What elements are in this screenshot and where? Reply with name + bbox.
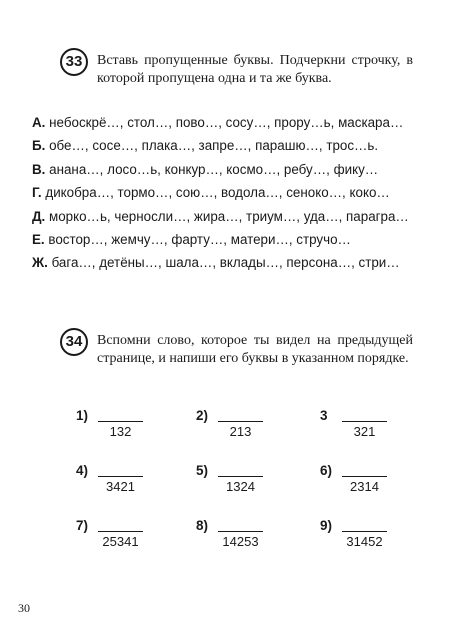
answer-blank[interactable] — [218, 531, 263, 532]
task-33-number: 33 — [60, 48, 88, 76]
answer-blank[interactable] — [98, 476, 143, 477]
answer-cell: 9) 31452 — [320, 518, 420, 558]
page-number: 30 — [18, 601, 30, 615]
answer-blank[interactable] — [342, 531, 387, 532]
row-b: Б. обе…, сосе…, плака…, запре…, парашю…, трос…ь. — [32, 138, 379, 154]
answer-cell: 4) 3421 — [76, 463, 176, 503]
task-33-instruction: Вставь пропущенные буквы. Подчеркни строчку, в которой пропущена одна и та же буква. — [97, 53, 413, 86]
answer-cell: 7) 25341 — [76, 518, 176, 558]
task-33-rows — [32, 111, 432, 275]
row-v: В. анана…, лосо…ь, конкур…, космо…, ребу…, фику… — [32, 161, 379, 177]
answer-cell: 5) 1324 — [196, 463, 296, 503]
answer-cell: 2) 213 — [196, 408, 296, 448]
row-a: А. небоскрё…, стол…, пово…, сосу…, прору…ь, маскара… — [32, 115, 404, 130]
answer-blank[interactable] — [98, 531, 143, 532]
answer-cell: 3 321 — [320, 408, 420, 448]
row-e: Е. востор…, жемчу…, фарту…, матери…, стручо… — [32, 231, 351, 247]
answer-blank[interactable] — [218, 476, 263, 477]
task-34-number: 34 — [60, 328, 88, 356]
answer-cell: 8) 14253 — [196, 518, 296, 558]
answer-cell: 1) 132 — [76, 408, 176, 448]
answer-blank[interactable] — [218, 421, 263, 422]
task-34-instruction: Вспомни слово, которое ты видел на предыдущей странице, и напиши его буквы в указанном порядке. — [97, 333, 413, 366]
answer-blank[interactable] — [342, 421, 387, 422]
answer-blank[interactable] — [98, 421, 143, 422]
row-zh: Ж. бага…, детёны…, шала…, вклады…, персона…, стри… — [32, 255, 400, 271]
answer-blank[interactable] — [342, 476, 387, 477]
answer-cell: 6) 2314 — [320, 463, 420, 503]
row-d: Д. морко…ь, черносли…, жира…, триум…, уда…, парагра… — [32, 208, 409, 224]
row-g: Г. дикобра…, тормо…, сою…, водола…, сеноко…, коко… — [32, 185, 390, 201]
